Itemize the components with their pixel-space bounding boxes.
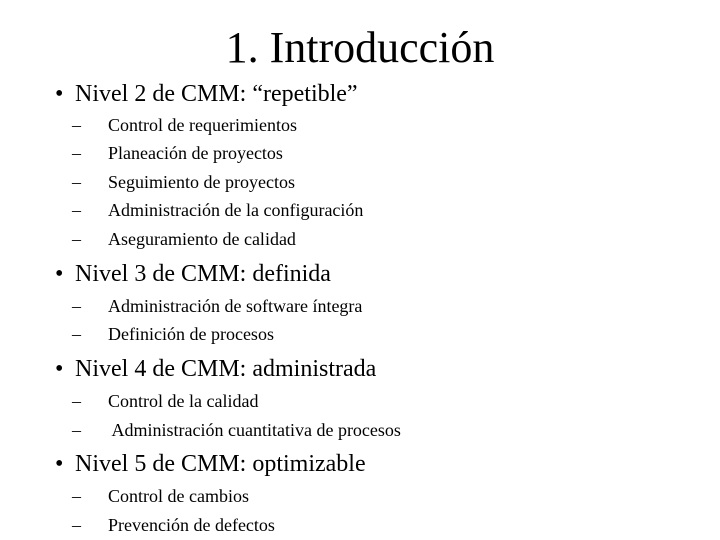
dash-marker: – (72, 391, 81, 411)
bullet-marker: • (55, 261, 64, 287)
list-item-text: Control de cambios (108, 486, 249, 506)
dash-marker: – (72, 324, 81, 344)
dash-marker: – (72, 296, 81, 316)
list-item-text: Planeación de proyectos (108, 143, 283, 163)
bullet-heading: Nivel 4 de CMM: administrada (75, 356, 377, 382)
list-item-text: Control de la calidad (108, 391, 259, 411)
list-item-text: Administración de la configuración (108, 200, 364, 220)
bullet-marker: • (55, 81, 64, 107)
bullet-heading: Nivel 2 de CMM: “repetible” (75, 81, 358, 107)
list-item-text: Control de requerimientos (108, 115, 297, 135)
dash-marker: – (72, 200, 81, 220)
slide-title: 1. Introducción (225, 23, 495, 72)
bullet-heading: Nivel 5 de CMM: optimizable (75, 451, 366, 477)
dash-marker: – (72, 420, 81, 440)
list-item-text: Administración cuantitativa de procesos (108, 420, 401, 440)
list-item-text: Administración de software íntegra (108, 296, 363, 316)
bullet-heading: Nivel 3 de CMM: definida (75, 261, 331, 287)
dash-marker: – (72, 115, 81, 135)
bullet-marker: • (55, 356, 64, 382)
list-item-text: Definición de procesos (108, 324, 274, 344)
list-item-text: Seguimiento de proyectos (108, 172, 295, 192)
list-item-text: Aseguramiento de calidad (108, 229, 296, 249)
dash-marker: – (72, 486, 81, 506)
dash-marker: – (72, 172, 81, 192)
list-item-text: Prevención de defectos (108, 515, 275, 535)
dash-marker: – (72, 229, 81, 249)
dash-marker: – (72, 143, 81, 163)
bullet-marker: • (55, 451, 64, 477)
dash-marker: – (72, 515, 81, 535)
